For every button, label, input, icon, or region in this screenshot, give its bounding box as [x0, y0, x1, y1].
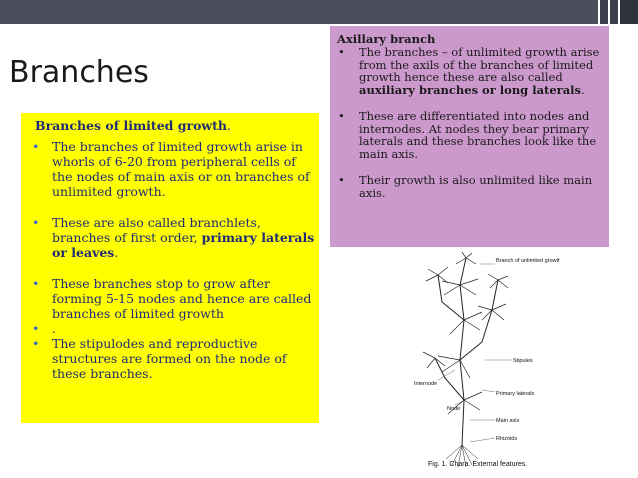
limited-growth-list: [26, 139, 316, 381]
bullet-icon: •: [338, 45, 345, 59]
top-bar-segment: [608, 0, 618, 24]
label-branch-unlimited: Branch of unlimited growth: [496, 258, 560, 264]
chara-plant-drawing: [423, 252, 508, 467]
axillary-branch-box: [330, 26, 609, 247]
axillary-branch-heading: Axillary branch: [337, 32, 436, 46]
top-bar: [0, 0, 638, 24]
figure-caption: Fig. 1. Chara. External features.: [428, 461, 528, 468]
list-item: • These are also called branchlets, branches of first order, primary laterals or leaves.: [32, 215, 315, 260]
bullet-icon: •: [32, 215, 40, 230]
label-rhizoids: Rhizoids: [496, 436, 518, 442]
label-node: Node: [447, 406, 461, 412]
bullet-icon: •: [32, 139, 40, 154]
bullet-icon: •: [32, 321, 40, 336]
list-item: • These branches stop to grow after forming 5-15 nodes and hence are called branches of limited growth: [32, 276, 312, 321]
bullet-icon: •: [32, 336, 40, 351]
list-item: • Their growth is also unlimited like main axis.: [338, 173, 593, 200]
top-bar-segment: [618, 0, 638, 24]
bullet-icon: •: [338, 109, 345, 123]
label-internode: Internode: [414, 381, 438, 387]
slide-title: Branches: [9, 55, 149, 90]
chara-figure: [400, 250, 560, 472]
label-leader-lines: [438, 264, 512, 442]
label-stipules: Stipules: [513, 358, 533, 364]
axillary-branch-list: [334, 46, 604, 199]
limited-growth-box: [21, 113, 319, 423]
list-item: • The stipulodes and reproductive structures are formed on the node of these branches.: [32, 336, 287, 381]
list-item: • These are differentiated into nodes and internodes. At nodes they bear primary laterals and these branches look like the main axis.: [338, 109, 597, 161]
chara-illustration: [400, 250, 560, 472]
bullet-icon: •: [32, 276, 40, 291]
list-item: • .: [32, 321, 56, 336]
label-main-axis: Main axis: [496, 418, 520, 424]
label-primary-laterals: Primary laterals: [496, 391, 535, 397]
list-item: • The branches of limited growth arise in whorls of 6-20 from peripheral cells of the nodes of main axis or on branches of unlimited growth.: [32, 139, 310, 199]
list-item: • The branches – of unlimited growth arise from the axils of the branches of limited growth hence these are also called auxiliary branches or long laterals.: [338, 45, 600, 97]
limited-growth-heading: Branches of limited growth.: [35, 118, 232, 133]
top-bar-segment: [598, 0, 608, 24]
bullet-icon: •: [338, 173, 345, 187]
